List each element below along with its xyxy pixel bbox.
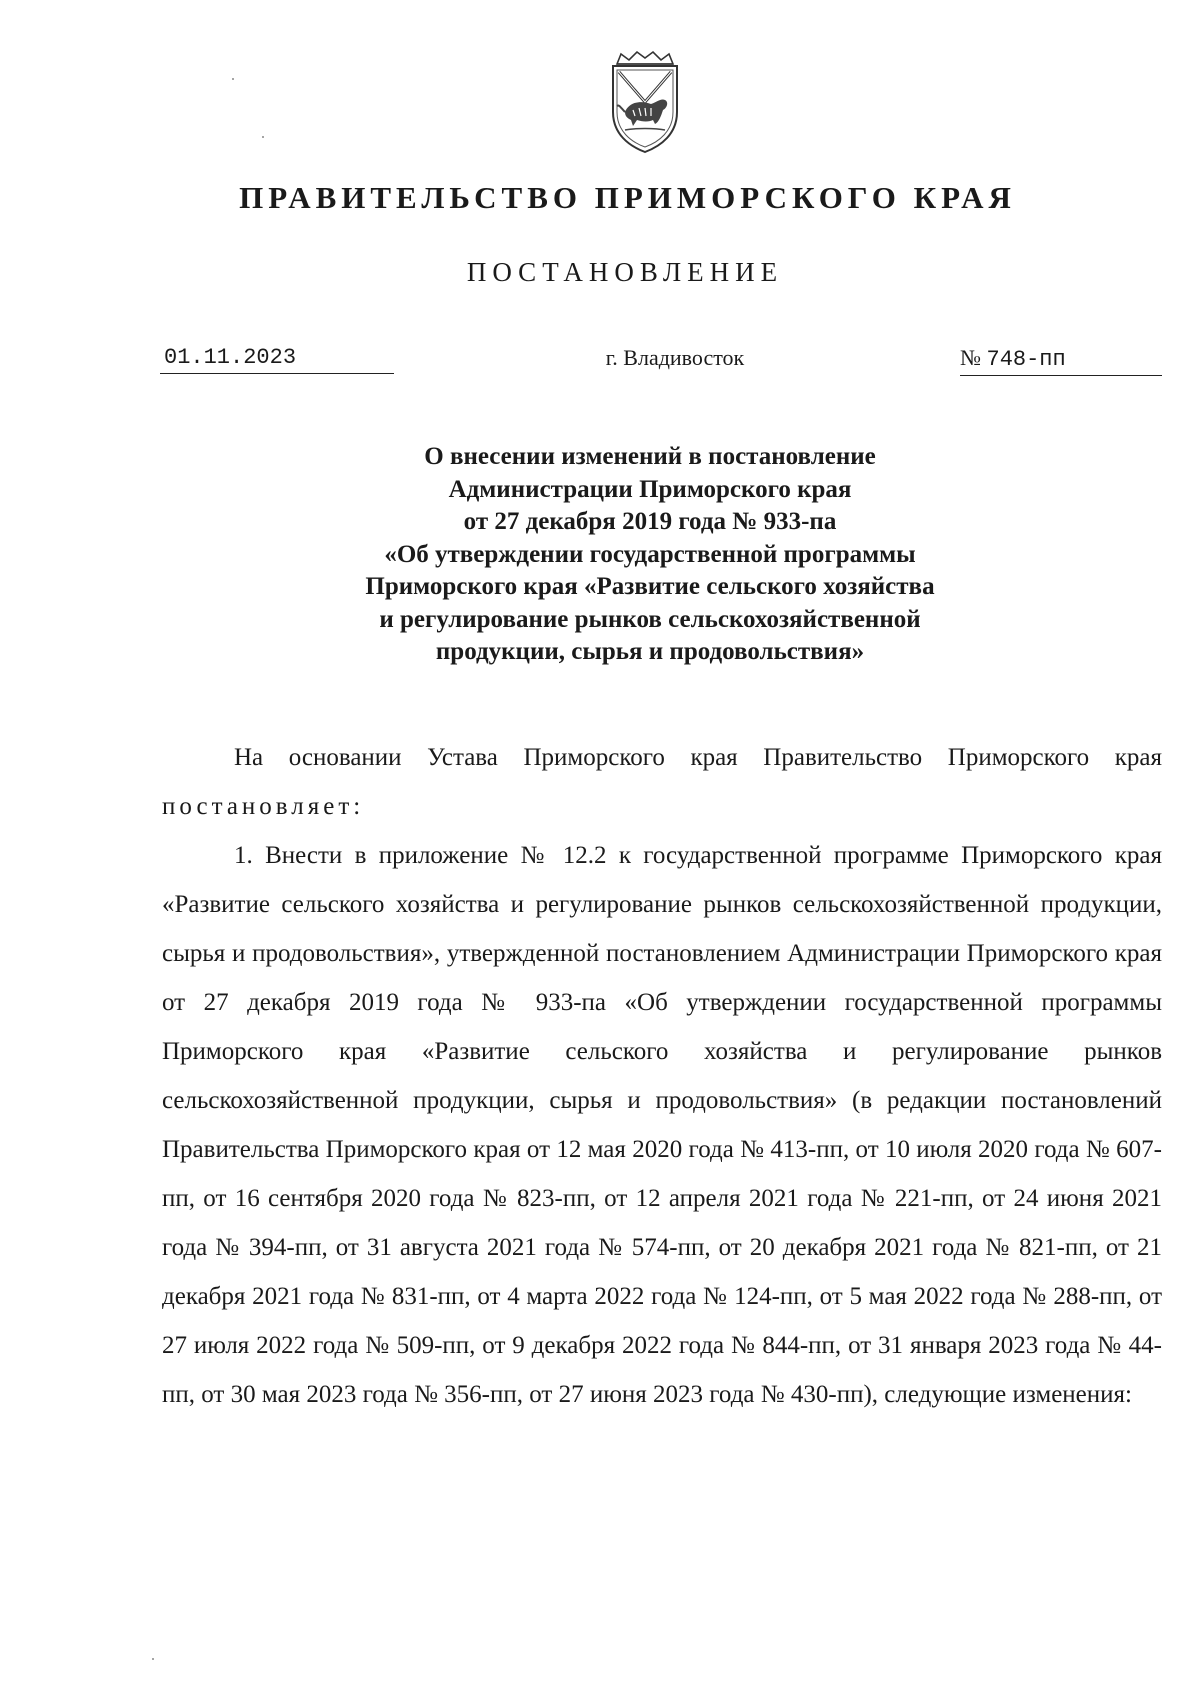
scan-speck xyxy=(262,136,264,138)
intro-text: На основании Устава Приморского края Правительство Приморского края xyxy=(234,744,1162,771)
organization-title: ПРАВИТЕЛЬСТВО ПРИМОРСКОГО КРАЯ xyxy=(239,180,1016,215)
document-city: г. Владивосток xyxy=(605,345,745,370)
document-subject xyxy=(200,441,1100,669)
subject-line: «Об утверждении государственной программы xyxy=(384,540,916,568)
document-type: ПОСТАНОВЛЕНИЕ xyxy=(466,257,784,287)
subject-line: Приморского края «Развитие сельского хозяйства xyxy=(365,573,935,600)
subject-line: от 27 декабря 2019 года № 933-па xyxy=(463,508,837,535)
document-number xyxy=(960,343,1162,376)
subject-line: О внесении изменений в постановление xyxy=(424,443,876,470)
subject-line: продукции, сырья и продовольствия» xyxy=(435,638,865,665)
subject-line: и регулирование рынков сельскохозяйственной xyxy=(379,605,921,633)
document-date: 01.11.2023 xyxy=(160,343,394,374)
coat-of-arms-icon xyxy=(603,50,687,154)
scan-speck xyxy=(152,1658,154,1660)
subject-line: Администрации Приморского края xyxy=(448,475,852,503)
item-1-paragraph: 1. Внести в приложение № 12.2 к государственной программе Приморского края «Развитие сельского хозяйства и регулирование рынков сельскохозяйственной продукции, сырья и продовольствия», утвержденной постановлением Администрации Приморского края от 27 декабря 2019 года № 933-па «Об утверждении государственной программы Приморского края «Развитие сельского хозяйства и регулирование рынков сельскохозяйственной продукции, сырья и продовольствия» (в редакции постановлений Правительства Приморского края от 12 мая 2020 года № 413-пп, от 10 июля 2020 года № 607-пп, от 16 сентября 2020 года № 823-пп, от 12 апреля 2021 года № 221-пп, от 24 июня 2021 года № 394-пп, от 31 августа 2021 года № 574-пп, от 20 декабря 2021 года № 821-пп, от 21 декабря 2021 года № 831-пп, от 4 марта 2022 года № 124-пп, от 5 мая 2022 года № 288-пп, от 27 июля 2022 года № 509-пп, от 9 декабря 2022 года № 844-пп, от 31 января 2023 года № 44-пп, от 30 мая 2023 года № 356-пп, от 27 июня 2023 года № 430-пп), следующие изменения: xyxy=(162,842,1162,1408)
intro-paragraph xyxy=(162,733,1162,831)
number-prefix: № xyxy=(960,345,981,370)
scan-speck xyxy=(232,78,234,80)
resolves-word: постановляет: xyxy=(162,793,365,820)
number-value: 748-пп xyxy=(986,347,1066,372)
document-body xyxy=(162,733,1162,1419)
